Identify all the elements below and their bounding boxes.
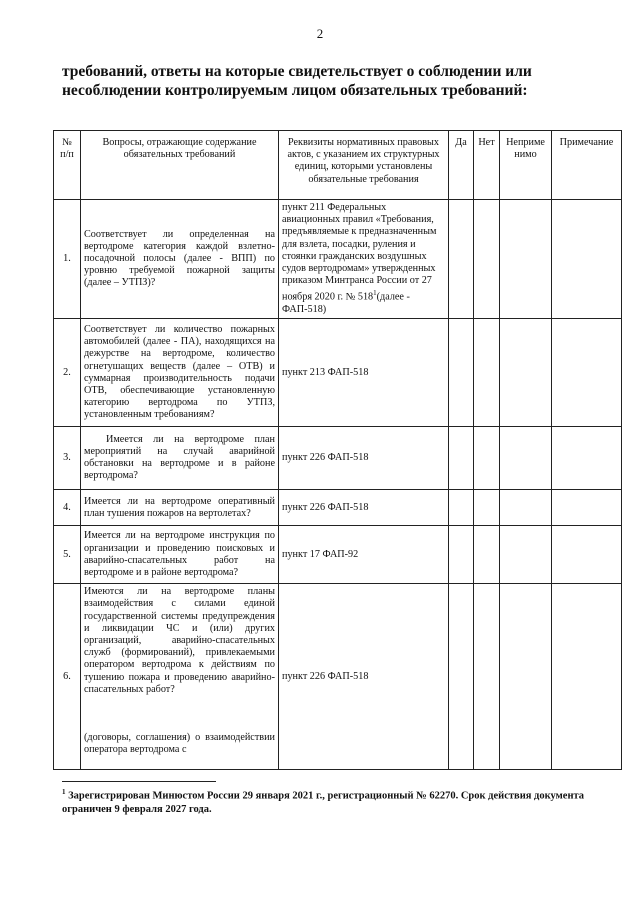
footnote-number: 1 <box>62 788 66 796</box>
row-question: Соответствует ли количество пожарных автомобилей (далее - ПА), находящихся на дежурстве на вертодроме, количество огнетушащих веществ (далее – ОТВ) и суммарная производительность подачи ОТВ, обеспечивающие установленную категорию вертодрома по УТПЗ, установленным требованиям? <box>81 319 279 427</box>
header-reference: Реквизиты нормативных правовых актов, с указанием их структурных единиц, которыми установлены обязательные требования <box>279 131 449 200</box>
intro-paragraph: требований, ответы на которые свидетельствует о соблюдении или несоблюдении контролируемым лицом обязательных требований: <box>62 63 532 99</box>
note-cell[interactable] <box>552 584 622 770</box>
row-reference: пункт 226 ФАП-518 <box>279 490 449 526</box>
reference-text: пункт 211 Федеральных авиационных правил «Требования, предъявляемые к предназначенным для взлета, посадки, руления и стоянки гражданских воздушных судов вертодромам» утвержденных приказом Минтранса России от 27 ноября 2020 г. № 518 <box>282 202 437 303</box>
table-row <box>54 584 622 770</box>
answer-na-cell[interactable] <box>500 490 552 526</box>
row-number: 3. <box>54 427 81 490</box>
footnote-divider <box>62 781 216 782</box>
row-question: Имеется ли на вертодроме оперативный план тушения пожаров на вертолетах? <box>81 490 279 526</box>
answer-na-cell[interactable] <box>500 200 552 319</box>
header-num: № п/п <box>54 131 81 200</box>
answer-yes-cell[interactable] <box>449 584 474 770</box>
reference-tail: (далее - ФАП-518) <box>282 291 410 316</box>
table-row <box>54 319 622 427</box>
row-reference <box>279 200 449 319</box>
answer-yes-cell[interactable] <box>449 200 474 319</box>
answer-na-cell[interactable] <box>500 526 552 584</box>
row-reference: пункт 17 ФАП-92 <box>279 526 449 584</box>
row-number: 5. <box>54 526 81 584</box>
row-reference: пункт 226 ФАП-518 <box>279 584 449 770</box>
footnote <box>62 786 617 816</box>
note-cell[interactable] <box>552 526 622 584</box>
answer-no-cell[interactable] <box>474 200 500 319</box>
header-question: Вопросы, отражающие содержание обязательных требований <box>81 131 279 200</box>
answer-no-cell[interactable] <box>474 319 500 427</box>
answer-yes-cell[interactable] <box>449 526 474 584</box>
answer-no-cell[interactable] <box>474 490 500 526</box>
answer-na-cell[interactable] <box>500 319 552 427</box>
row-reference: пункт 213 ФАП-518 <box>279 319 449 427</box>
header-not-applicable: Неприме нимо <box>500 131 552 200</box>
answer-yes-cell[interactable] <box>449 490 474 526</box>
table-row <box>54 526 622 584</box>
answer-na-cell[interactable] <box>500 427 552 490</box>
header-note: Примечание <box>552 131 622 200</box>
table-row <box>54 490 622 526</box>
note-cell[interactable] <box>552 200 622 319</box>
table-header-row <box>54 131 622 200</box>
answer-no-cell[interactable] <box>474 584 500 770</box>
requirements-table <box>53 130 622 770</box>
row-reference: пункт 226 ФАП-518 <box>279 427 449 490</box>
row-question: Имеется ли на вертодроме инструкция по организации и проведению поисковых и аварийно-спасательных работ на вертодроме и в районе вертодрома? <box>81 526 279 584</box>
question-continuation: (договоры, соглашения) о взаимодействии оператора вертодрома с <box>84 732 275 756</box>
answer-no-cell[interactable] <box>474 526 500 584</box>
row-question <box>81 584 279 770</box>
row-question <box>81 427 279 490</box>
row-number: 6. <box>54 584 81 770</box>
header-yes: Да <box>449 131 474 200</box>
answer-no-cell[interactable] <box>474 427 500 490</box>
note-cell[interactable] <box>552 319 622 427</box>
answer-yes-cell[interactable] <box>449 427 474 490</box>
question-text: Имеется ли на вертодроме план мероприятий на случай аварийной обстановки на вертодроме и в районе вертодрома? <box>84 433 275 482</box>
question-text: Имеются ли на вертодроме планы взаимодействия с силами единой государственной системы предупреждения и ликвидации ЧС и (или) других организаций, аварийно-спасательных служб (формирований), привлекаемыми оператором вертодрома к действиям по тушению пожара и проведению аварийно-спасательных работ? <box>84 586 275 695</box>
note-cell[interactable] <box>552 490 622 526</box>
page-number: 2 <box>316 26 324 41</box>
answer-yes-cell[interactable] <box>449 319 474 427</box>
table-row <box>54 427 622 490</box>
note-cell[interactable] <box>552 427 622 490</box>
row-number: 2. <box>54 319 81 427</box>
row-number: 4. <box>54 490 81 526</box>
table-row <box>54 200 622 319</box>
row-number: 1. <box>54 200 81 319</box>
header-no: Нет <box>474 131 500 200</box>
row-question: Соответствует ли определенная на вертодроме категория каждой взлетно-посадочной полосы (далее - ВПП) по уровню требуемой пожарной защиты (далее – УТПЗ)? <box>81 200 279 319</box>
footnote-text: Зарегистрирован Минюстом России 29 января 2021 г., регистрационный № 62270. Срок действия документа ограничен 9 февраля 2027 года. <box>62 790 585 815</box>
answer-na-cell[interactable] <box>500 584 552 770</box>
footnote-marker: 1 <box>373 289 377 298</box>
